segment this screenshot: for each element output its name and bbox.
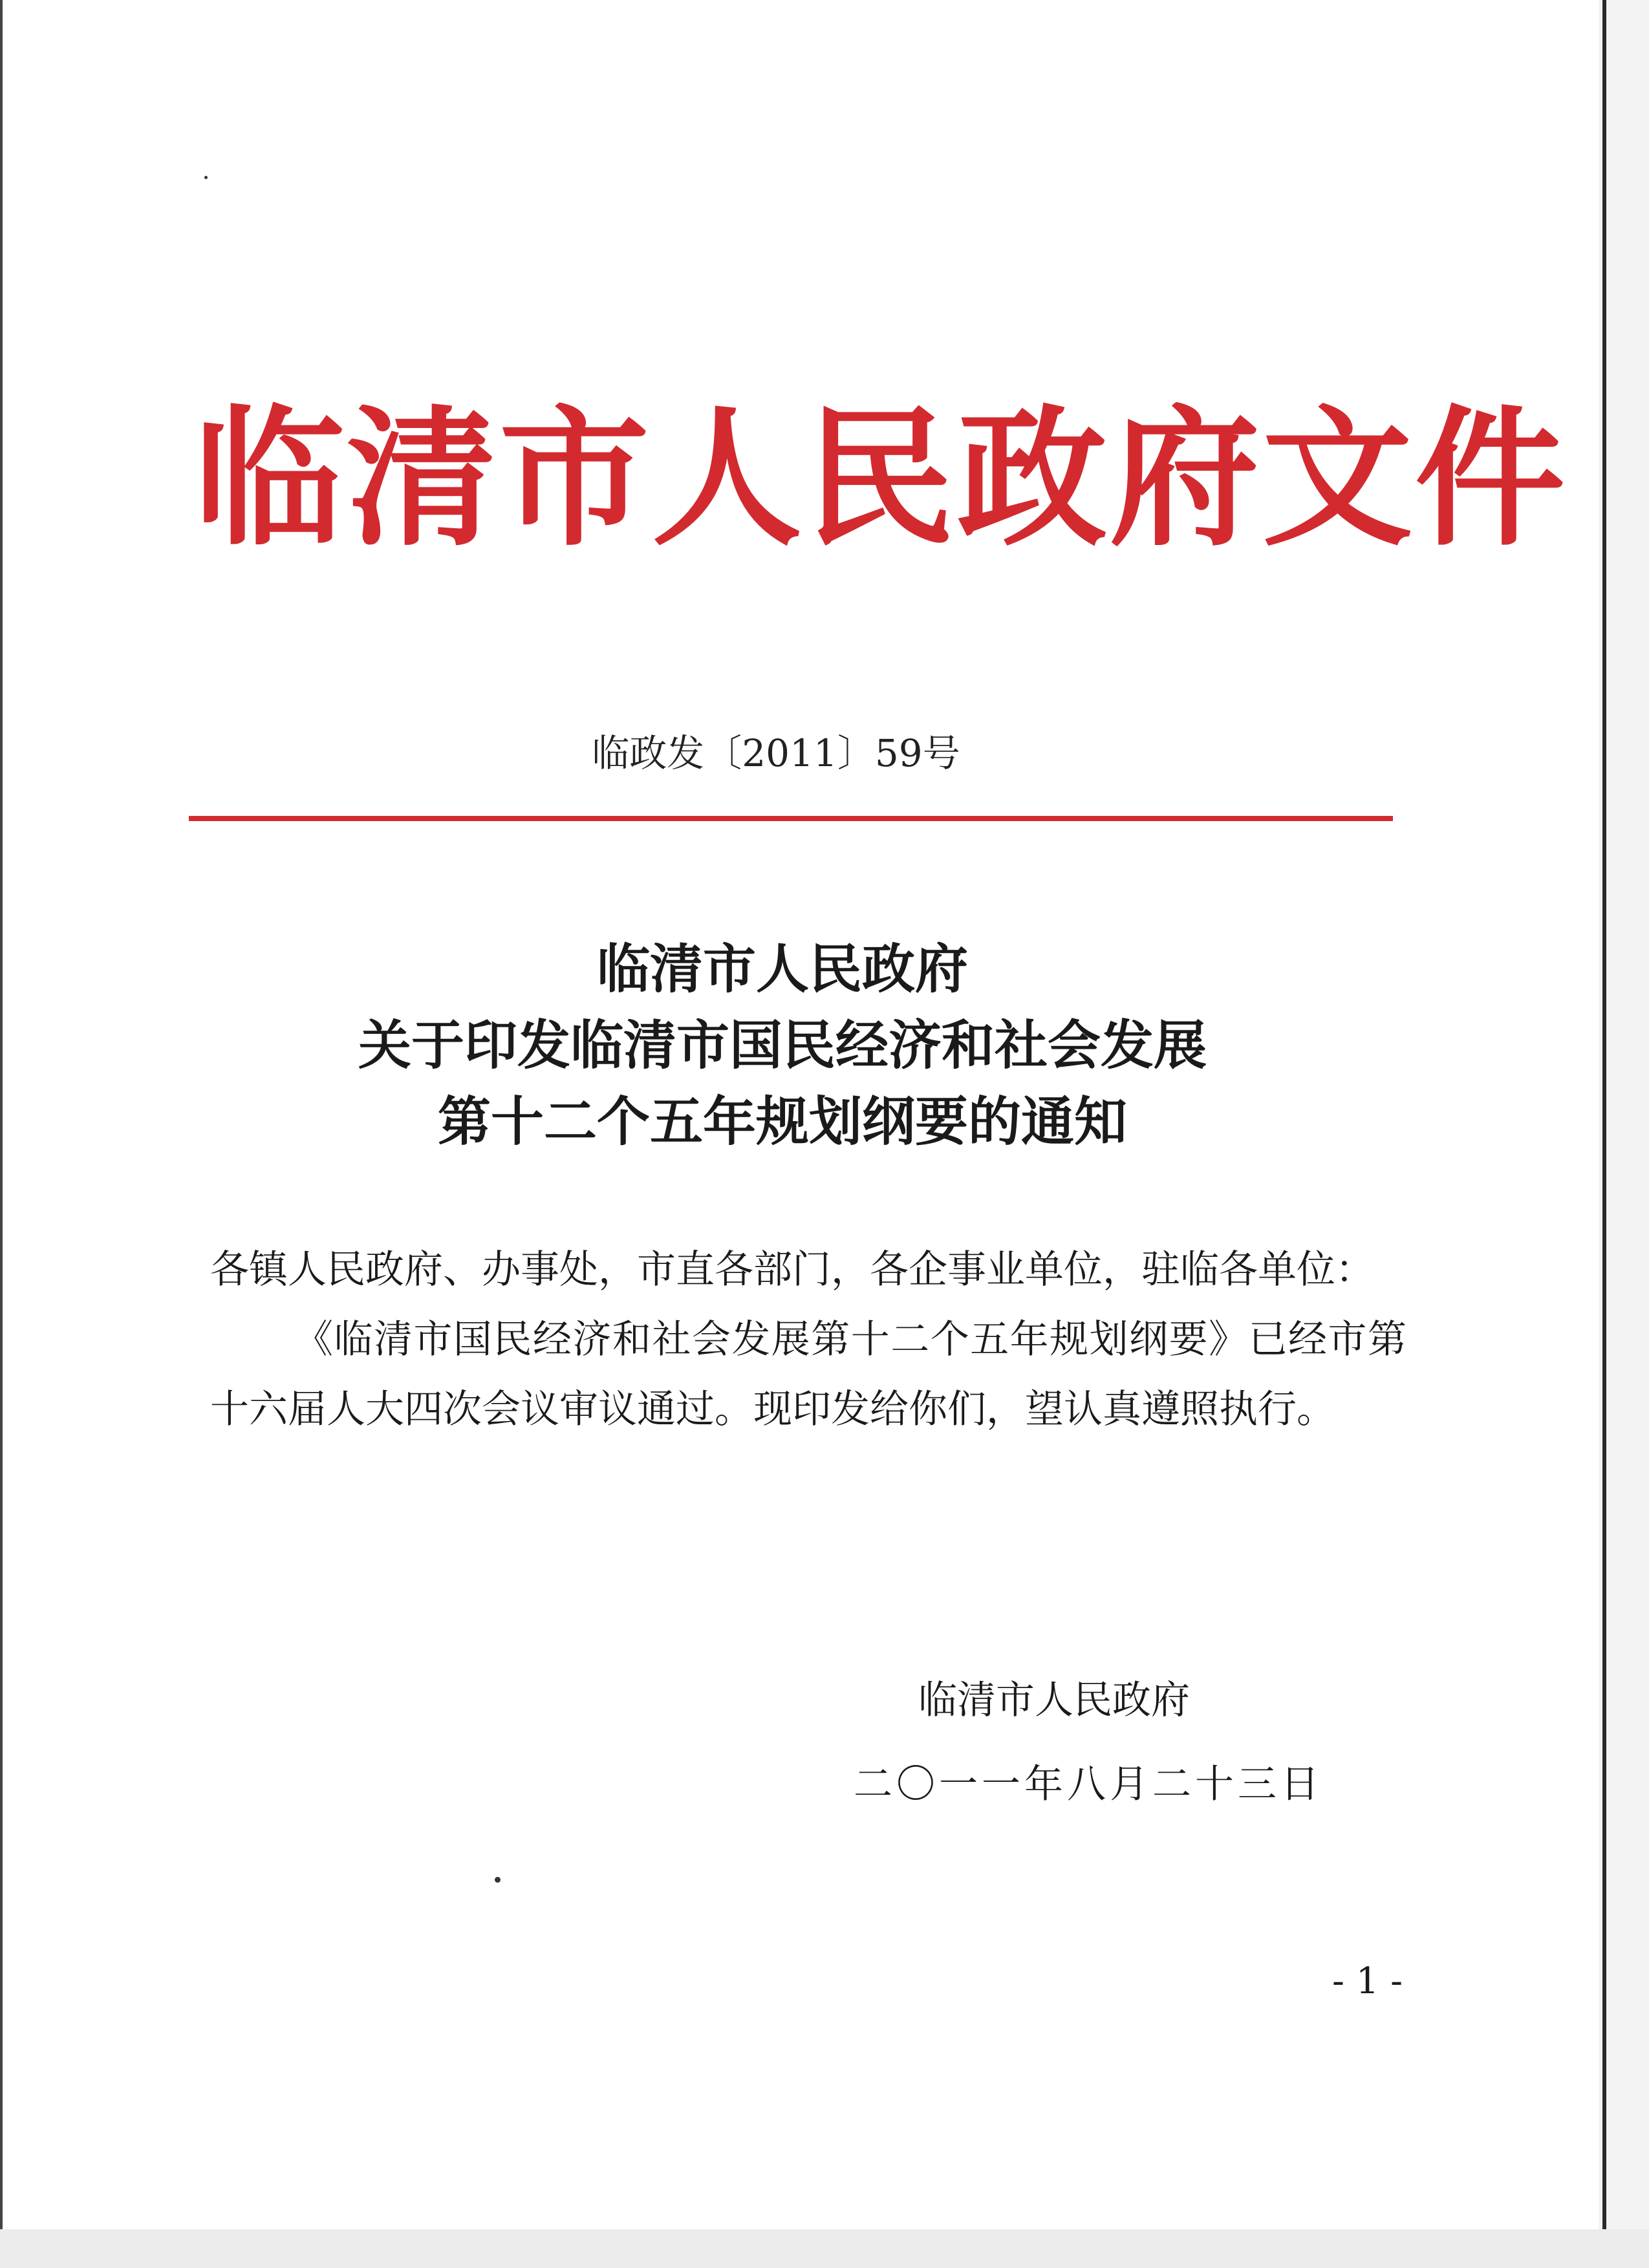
title-line: 第十二个五年规划纲要的通知 <box>437 1091 1127 1153</box>
page-number: - 1 - <box>1332 1960 1403 2002</box>
scan-edge-right-line <box>1602 0 1606 2268</box>
title-line: 临清市人民政府 <box>596 938 968 1000</box>
title-line: 关于印发临清市国民经济和社会发展 <box>358 1014 1207 1076</box>
issue-date: 二〇一一年八月二十三日 <box>854 1762 1323 1807</box>
document-masthead: 临清市人民政府文件 <box>194 390 1568 566</box>
masthead-divider <box>189 816 1393 821</box>
document-number: 临政发〔2011〕59号 <box>592 731 960 775</box>
document-title <box>0 931 1565 1160</box>
addressee-line: 各镇人民政府、办事处，市直各部门，各企事业单位，驻临各单位： <box>210 1247 1374 1292</box>
body-paragraph: 《临清市国民经济和社会发展第十二个五年规划纲要》已经市第十六届人大四次会议审议通过。现印发给你们，望认真遵照执行。 <box>210 1317 1406 1432</box>
scan-speck <box>495 1877 501 1883</box>
scan-speck <box>204 176 208 179</box>
scan-edge-bottom <box>0 2229 1649 2268</box>
issuer-signature: 临清市人民政府 <box>918 1678 1190 1723</box>
